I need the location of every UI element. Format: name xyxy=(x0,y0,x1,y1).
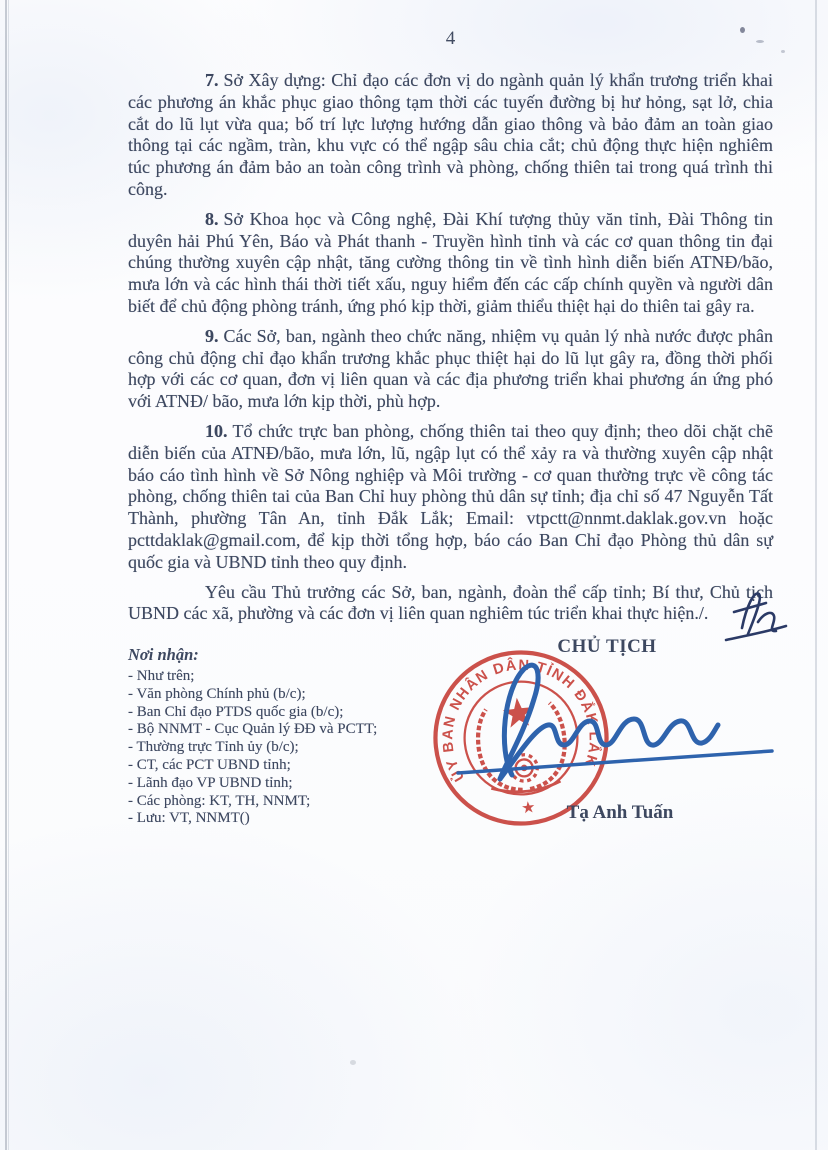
paragraph-number: 8. xyxy=(205,208,219,229)
recipient-item: - Lưu: VT, NNMT() xyxy=(128,810,250,827)
paragraph-text: Sở Xây dựng: Chỉ đạo các đơn vị do ngành quản lý khẩn trương triển khai các phương án khắc phục giao thông tạm thời các tuyến đường bị hư hỏng, sạt lở, chia cắt do lũ lụt vừa qua; bố trí lực lượng hướng dẫn giao thông và bảo đảm an toàn giao thông tại các ngầm, tràn, khu vực có thể ngập sâu chia cắt; chủ động thực hiện nghiêm túc phương án đảm bảo an toàn công trình và phòng, chống thiên tai trong quá trình thi công. xyxy=(128,70,773,199)
paragraph-text: Các Sở, ban, ngành theo chức năng, nhiệm vụ quản lý nhà nước được phân công chủ động chỉ đạo khẩn trương khắc phục thiệt hại do lũ lụt gây ra, đồng thời phối hợp với các cơ quan, đơn vị liên quan và các địa phương triển khai phương án ứng phó với ATNĐ/ bão, mưa lớn kịp thời, phù hợp. xyxy=(128,325,773,412)
document-body xyxy=(128,70,773,633)
recipient-item: - Lãnh đạo VP UBND tỉnh; xyxy=(128,774,293,791)
signer-name: Tạ Anh Tuấn xyxy=(566,802,674,823)
recipients-header: Nơi nhận: xyxy=(128,645,199,664)
recipients-list xyxy=(128,668,428,828)
recipient-item: - Thường trực Tỉnh ủy (b/c); xyxy=(128,739,299,756)
scan-edge-right xyxy=(815,0,817,1150)
paragraph-10 xyxy=(128,421,773,574)
scan-edge-left-faint xyxy=(8,0,9,1150)
recipient-item: - Ban Chỉ đạo PTDS quốc gia (b/c); xyxy=(128,703,344,720)
recipient-item: - Như trên; xyxy=(128,668,195,684)
paragraph-number: 9. xyxy=(205,325,219,346)
closing-paragraph: Yêu cầu Thủ trưởng các Sở, ban, ngành, đoàn thể cấp tỉnh; Bí thư, Chủ tịch UBND các xã, phường và các đơn vị liên quan nghiêm túc triển khai thực hiện./. xyxy=(128,581,773,624)
paragraph-9 xyxy=(128,326,773,413)
seal-arc-text: ỦY BAN NHÂN DÂN TỈNH ĐẮK LẮK xyxy=(440,657,602,784)
recipient-item: - Văn phòng Chính phủ (b/c); xyxy=(128,685,306,702)
paragraph-8 xyxy=(128,209,773,318)
recipient-item: - Bộ NNMT - Cục Quản lý ĐĐ và PCTT; xyxy=(128,721,378,738)
page-number: 4 xyxy=(445,28,456,49)
recipient-item: - Các phòng: KT, TH, NNMT; xyxy=(128,792,311,809)
ink-speck xyxy=(350,1060,356,1065)
paragraph-text: Sở Khoa học và Công nghệ, Đài Khí tượng thủy văn tỉnh, Đài Thông tin duyên hải Phú Yên, Báo và Phát thanh - Truyền hình tỉnh và các cơ quan thông tin đại chúng thường xuyên cập nhật, tăng cường thông tin về tình hình diễn biến ATNĐ/bão, mưa lớn và các hình thái thời tiết xấu, nguy hiểm đến các cấp chính quyền và người dân biết để chủ động phòng tránh, ứng phó kịp thời, giảm thiểu thiệt hại do thiên tai gây ra. xyxy=(128,208,773,316)
paragraph-text: Tổ chức trực ban phòng, chống thiên tai theo quy định; theo dõi chặt chẽ diễn biến của ATNĐ/bão, mưa lớn, lũ, ngập lụt có thể xảy ra và thường xuyên cập nhật báo cáo tình hình về Sở Nông nghiệp và Môi trường - cơ quan thường trực về công tác phòng, chống thiên tai của Ban Chỉ huy phòng thủ dân sự tỉnh; địa chỉ số 47 Nguyễn Tất Thành, phường Tân An, tỉnh Đắk Lắk; Email: vtpctt@nnmt.daklak.gov.vn hoặc pcttdaklak@gmail.com, để kịp thời tổng hợp, báo cáo Ban Chỉ đạo Phòng thủ dân sự quốc gia và UBND tỉnh theo quy định. xyxy=(128,420,773,572)
handwritten-initial xyxy=(722,582,790,644)
ink-speck xyxy=(781,50,785,53)
scan-edge-left xyxy=(5,0,7,1150)
paragraph-number: 10. xyxy=(205,420,228,441)
signature-script xyxy=(450,655,780,790)
recipient-item: - CT, các PCT UBND tỉnh; xyxy=(128,756,291,773)
seal-bottom-star: ★ xyxy=(520,799,537,818)
paragraph-7 xyxy=(128,70,773,201)
recipients-block xyxy=(128,645,428,828)
signer-title: CHỦ TỊCH xyxy=(557,636,657,657)
paragraph-number: 7. xyxy=(205,70,219,90)
